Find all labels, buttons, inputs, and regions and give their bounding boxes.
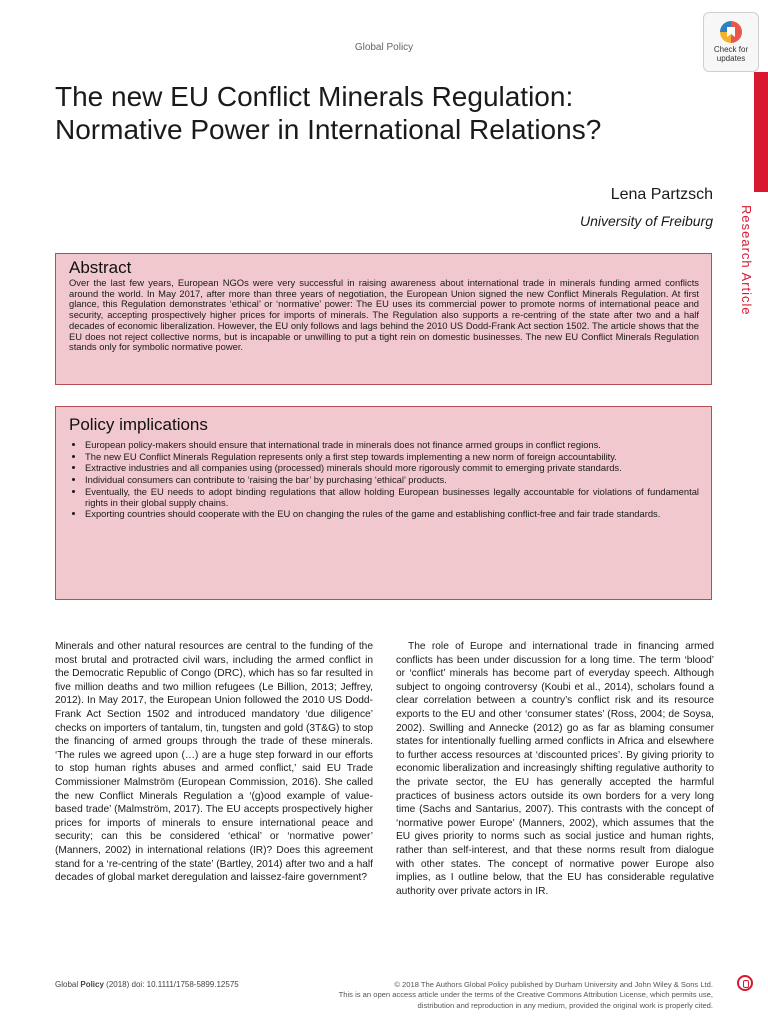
policy-implications-box: [55, 406, 712, 600]
policy-item: • European policy-makers should ensure that international trade in minerals does not finance armed groups in conflict regions.: [85, 440, 699, 451]
footer-license-line: This is an open access article under the terms of the Creative Commons Attribution License, which permits use,: [338, 990, 713, 1000]
footer-citation: [55, 980, 239, 989]
author-name: Lena Partzsch: [610, 186, 713, 203]
policy-item: • Eventually, the EU needs to adopt binding regulations that allow holding European businesses legally accountable for violations of fundamental rights in their global supply chains.: [85, 487, 699, 508]
body-column-left: [55, 640, 373, 885]
author-affiliation: University of Freiburg: [579, 213, 713, 229]
article-title: [55, 80, 695, 146]
title-line2: Normative Power in International Relations?: [55, 114, 602, 145]
body-column-right: [396, 640, 714, 898]
footer-license: [270, 980, 713, 1011]
running-header: Global Policy: [354, 42, 414, 53]
red-accent-bar: [754, 72, 768, 192]
abstract-box: [55, 253, 712, 385]
policy-list: [69, 440, 699, 520]
body-paragraph-right: The role of Europe and international trade in financing armed conflicts has been under discussion for a long time. The term ‘blood’ or ‘conflict’ minerals has become part of everyday speech. Although subject to ongoing controversy (Koubi et al., 2014), scholars found a clear correlation between a country’s conflict risk and its resource exports to the EU and other ‘consumer states’ (Ross, 2004; de Soysa, 2002). Swilling and Annecke (2012) go as far as blaming consumer states for intentionally fuelling armed conflicts in Africa and elsewhere to further access resources at ‘discounted prices’. By giving priority to economic liberalization and increasingly shifting regulative authority to the private sector, the EU has generally accepted the harmful practices of business actors outside its own borders for a very long time (Sachs and Santarius, 2007). This contrasts with the concept of ‘normative power Europe’ (Manners, 2002), which assumes that the EU gives priority to norms such as social justice and human rights, rather than self-interest, and that these norms result from dialogue with other states. The concept of normative power Europe also implies, as I outline below, that the EU has considerable regulative authority over private actors in IR.: [396, 641, 714, 897]
abstract-text: Over the last few years, European NGOs were very successful in raising awareness about international trade in minerals funding armed conflicts around the world. In May 2017, after more than three years of negotiation, the European Union signed the new Conflict Minerals Regulation. At first glance, this Regulation demonstrates ‘ethical’ or ‘normative’ power: The EU uses its commercial power to promote norms of international peace and security, accepting prospectively higher prices for imports of minerals. The Regulation also supports a re-centring of the state after two and a half decades of economic liberalization. However, the EU only follows and lags behind the 2010 US Dodd-Frank Act section 1502. The article shows that the EU does not reject collective norms, but is incapable or unwilling to put a tight rein on domestic businesses. The new EU Conflict Minerals Regulation stands only for symbolic normative power.: [69, 277, 699, 353]
footer-license-line2: distribution and reproduction in any medium, provided the original work is properly cited.: [417, 1000, 713, 1010]
policy-heading: Policy implications: [69, 415, 208, 434]
footer-journal-b: Policy: [80, 980, 104, 989]
policy-item: • Exporting countries should cooperate with the EU on changing the rules of the game and establishing conflict-free and fair trade standards.: [85, 509, 699, 520]
policy-item: • Individual consumers can contribute to ‘raising the bar’ by purchasing ‘ethical’ products.: [85, 475, 699, 486]
badge-line2: updates: [716, 54, 746, 63]
footer-doi: (2018) doi: 10.1111/1758-5899.12575: [106, 980, 239, 989]
open-access-icon: [737, 975, 753, 991]
title-line1: The new EU Conflict Minerals Regulation:: [55, 81, 574, 112]
check-for-updates-badge[interactable]: [703, 12, 759, 72]
policy-item: • Extractive industries and all companies using (processed) minerals should more rigorously commit to emerging private standards.: [85, 463, 699, 474]
crossmark-icon: [720, 21, 742, 43]
article-type-label: Research Article: [739, 205, 754, 316]
abstract-heading: Abstract: [69, 258, 132, 277]
policy-item: • The new EU Conflict Minerals Regulation represents only a first step towards implementing a new norm of foreign accountability.: [85, 452, 699, 463]
body-paragraph-left: Minerals and other natural resources are central to the funding of the most brutal and protracted civil wars, including the armed conflict in the Democratic Republic of Congo (DRC), which has so far resulted in five million deaths and two million refugees (Le Billion, 2013; Jeffrey, 2012). In May 2017, the European Union followed the 2010 US Dodd-Frank Act Section 1502 and introduced mandatory ‘due diligence’ checks on importers of tantalum, tin, tungsten and gold (3T&G) to stop the financing of armed groups through the trade of these minerals. ‘The rules we agreed upon (…) are a huge step forward in our efforts to stop human rights abuses and armed conflict,’ said EU Trade Commissioner Malmström (European Commission, 2016). She called the new Conflict Minerals Regulation a ‘(g)ood example of value-based trade’ (Malmström, 2017). The EU accepts prospectively higher prices for imports of minerals to ensure international peace and security; can this be considered ‘ethical’ or ‘normative power’ (Manners, 2002) in international relations (IR)? Does this agreement stand for a ‘re-centring of the state’ (Bartley, 2014) after two and a half decades of global market deregulation and laissez-faire government?: [55, 641, 373, 884]
badge-line1: Check for: [713, 45, 749, 54]
footer-copyright: © 2018 The Authors Global Policy published by Durham University and John Wiley & Sons Ltd.: [394, 980, 713, 989]
footer-journal-a: Global: [55, 980, 79, 989]
